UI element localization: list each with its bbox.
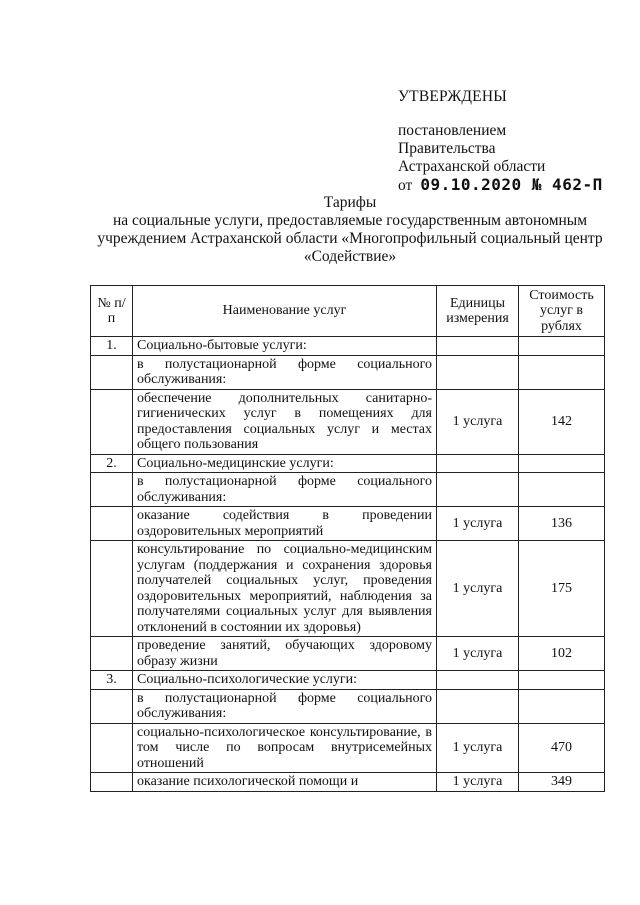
row-number xyxy=(91,723,133,773)
row-number: 2. xyxy=(91,454,133,473)
column-header-number: № п/п xyxy=(91,286,133,337)
row-number: 1. xyxy=(91,337,133,356)
approval-line: постановлением xyxy=(398,122,507,139)
approval-line: Правительства xyxy=(398,140,496,157)
heading-title: Тарифы xyxy=(323,194,377,211)
table-row xyxy=(91,723,605,773)
column-header-unit: Единицы измерения xyxy=(437,286,519,337)
row-service-name: консультирование по социально-медицинским услугам (поддержания и сохранения здоровья получателей социальных услуг, проведения оздоровительных мероприятий, наблюдения за получателями социальных услуг для выявления отклонений в состоянии их здоровья) xyxy=(133,541,437,637)
table-row xyxy=(91,507,605,541)
row-unit xyxy=(437,689,519,723)
table-row xyxy=(91,671,605,690)
row-price xyxy=(519,454,605,473)
column-header-price: Стоимость услуг в рублях xyxy=(519,286,605,337)
row-unit: 1 услуга xyxy=(437,773,519,792)
row-price: 142 xyxy=(519,389,605,454)
row-service-name: социально-психологическое консультирование, в том числе по вопросам внутрисемейных отношений xyxy=(133,723,437,773)
table-row xyxy=(91,773,605,792)
table-row xyxy=(91,473,605,507)
table-row xyxy=(91,337,605,356)
row-number: 3. xyxy=(91,671,133,690)
heading-line: «Содействие» xyxy=(303,248,397,265)
row-unit xyxy=(437,473,519,507)
row-price xyxy=(519,337,605,356)
table-row xyxy=(91,541,605,637)
row-service-name: оказание психологической помощи и xyxy=(133,773,437,792)
table-header-row xyxy=(91,286,605,337)
row-service-name: Социально-психологические услуги: xyxy=(133,671,437,690)
approval-date-prefix: от xyxy=(398,177,413,194)
row-service-name: в полустационарной форме социального обслуживания: xyxy=(133,473,437,507)
row-unit: 1 услуга xyxy=(437,389,519,454)
row-unit: 1 услуга xyxy=(437,507,519,541)
row-service-name: Социально-бытовые услуги: xyxy=(133,337,437,356)
approval-block xyxy=(398,88,603,195)
row-service-name: обеспечение дополнительных санитарно-гигиенических услуг в помещениях для предоставления социальных услуг и местах общего пользования xyxy=(133,389,437,454)
table-row xyxy=(91,355,605,389)
approval-date-line xyxy=(398,176,603,195)
heading-line: учреждением Астраханской области «Многопрофильный социальный центр xyxy=(97,230,603,247)
approval-title: УТВЕРЖДЕНЫ xyxy=(398,88,507,105)
row-price: 136 xyxy=(519,507,605,541)
row-number xyxy=(91,507,133,541)
row-number xyxy=(91,541,133,637)
row-unit xyxy=(437,671,519,690)
row-number xyxy=(91,389,133,454)
row-price xyxy=(519,689,605,723)
row-unit: 1 услуга xyxy=(437,723,519,773)
row-number xyxy=(91,355,133,389)
row-unit: 1 услуга xyxy=(437,541,519,637)
column-header-service: Наименование услуг xyxy=(133,286,437,337)
row-number xyxy=(91,473,133,507)
row-price xyxy=(519,671,605,690)
document-heading xyxy=(90,194,610,266)
row-price: 175 xyxy=(519,541,605,637)
approval-line: Астраханской области xyxy=(398,158,546,175)
heading-line: на социальные услуги, предоставляемые государственным автономным xyxy=(112,212,588,229)
row-service-name: оказание содействия в проведении оздоровительных мероприятий xyxy=(133,507,437,541)
tariffs-table xyxy=(90,285,605,792)
row-number xyxy=(91,637,133,671)
row-price xyxy=(519,473,605,507)
row-number xyxy=(91,773,133,792)
approval-date-number: 09.10.2020 № 462-П xyxy=(420,175,603,194)
row-service-name: в полустационарной форме социального обслуживания: xyxy=(133,689,437,723)
row-service-name: проведение занятий, обучающих здоровому образу жизни xyxy=(133,637,437,671)
row-price: 349 xyxy=(519,773,605,792)
table-row xyxy=(91,689,605,723)
row-service-name: в полустационарной форме социального обслуживания: xyxy=(133,355,437,389)
row-price xyxy=(519,355,605,389)
row-service-name: Социально-медицинские услуги: xyxy=(133,454,437,473)
row-unit xyxy=(437,337,519,356)
table-row xyxy=(91,637,605,671)
table-row xyxy=(91,454,605,473)
row-price: 102 xyxy=(519,637,605,671)
row-price: 470 xyxy=(519,723,605,773)
row-unit: 1 услуга xyxy=(437,637,519,671)
row-unit xyxy=(437,454,519,473)
table-row xyxy=(91,389,605,454)
row-number xyxy=(91,689,133,723)
row-unit xyxy=(437,355,519,389)
